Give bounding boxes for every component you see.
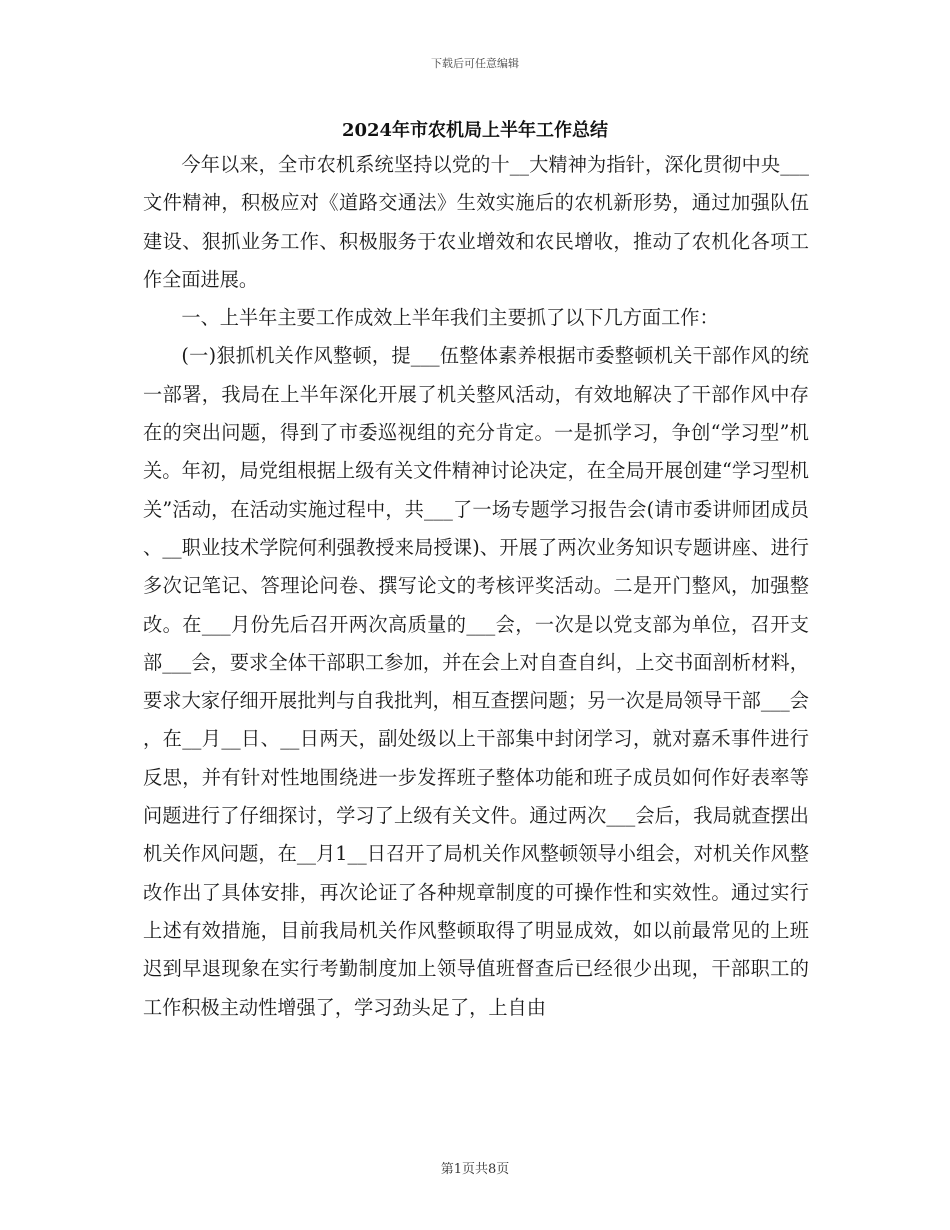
- document-body: [143, 146, 809, 1027]
- header-note: 下载后可任意编辑: [431, 57, 519, 70]
- paragraph-intro: 今年以来，全市农机系统坚持以党的十__大精神为指针，深化贯彻中央___文件精神，积极应对《道路交通法》生效实施后的农机新形势，通过加强队伍建设、狠抓业务工作、积极服务于农业增效和农民增收，推动了农机化各项工作全面进展。: [143, 153, 809, 291]
- paragraph-section-heading: 一、上半年主要工作成效上半年我们主要抓了以下几方面工作：: [181, 306, 719, 330]
- page-number: 第1页共8页: [440, 1162, 510, 1177]
- document-title: 2024年市农机局上半年工作总结: [341, 120, 609, 141]
- paragraph-work-style: (一)狠抓机关作风整顿，提___伍整体素养根据市委整顿机关干部作风的统一部署，我局在上半年深化开展了机关整风活动，有效地解决了干部作风中存在的突出问题，得到了市委巡视组的充分肯定。一是抓学习，争创“学习型”机关。年初，局党组根据上级有关文件精神讨论决定，在全局开展创建“学习型机关”活动，在活动实施过程中，共___了一场专题学习报告会(请市委讲师团成员、__职业技术学院何利强教授来局授课)、开展了两次业务知识专题讲座、进行多次记笔记、答理论问卷、撰写论文的考核评奖活动。二是开门整风，加强整改。在___月份先后召开两次高质量的___会，一次是以党支部为单位，召开支部___会，要求全体干部职工参加，并在会上对自查自纠，上交书面剖析材料，要求大家仔细开展批判与自我批判，相互查摆问题；另一次是局领导干部___会，在__月__日、__日两天，副处级以上干部集中封闭学习，就对嘉禾事件进行反思，并有针对性地围绕进一步发挥班子整体功能和班子成员如何作好表率等问题进行了仔细探讨，学习了上级有关文件。通过两次___会后，我局就查摆出机关作风问题，在__月1__日召开了局机关作风整顿领导小组会，对机关作风整改作出了具体安排，再次论证了各种规章制度的可操作性和实效性。通过实行上述有效措施，目前我局机关作风整顿取得了明显成效，如以前最常见的上班迟到早退现象在实行考勤制度加上领导值班督查后已经很少出现，干部职工的工作积极主动性增强了，学习劲头足了，上自由: [143, 344, 809, 1019]
